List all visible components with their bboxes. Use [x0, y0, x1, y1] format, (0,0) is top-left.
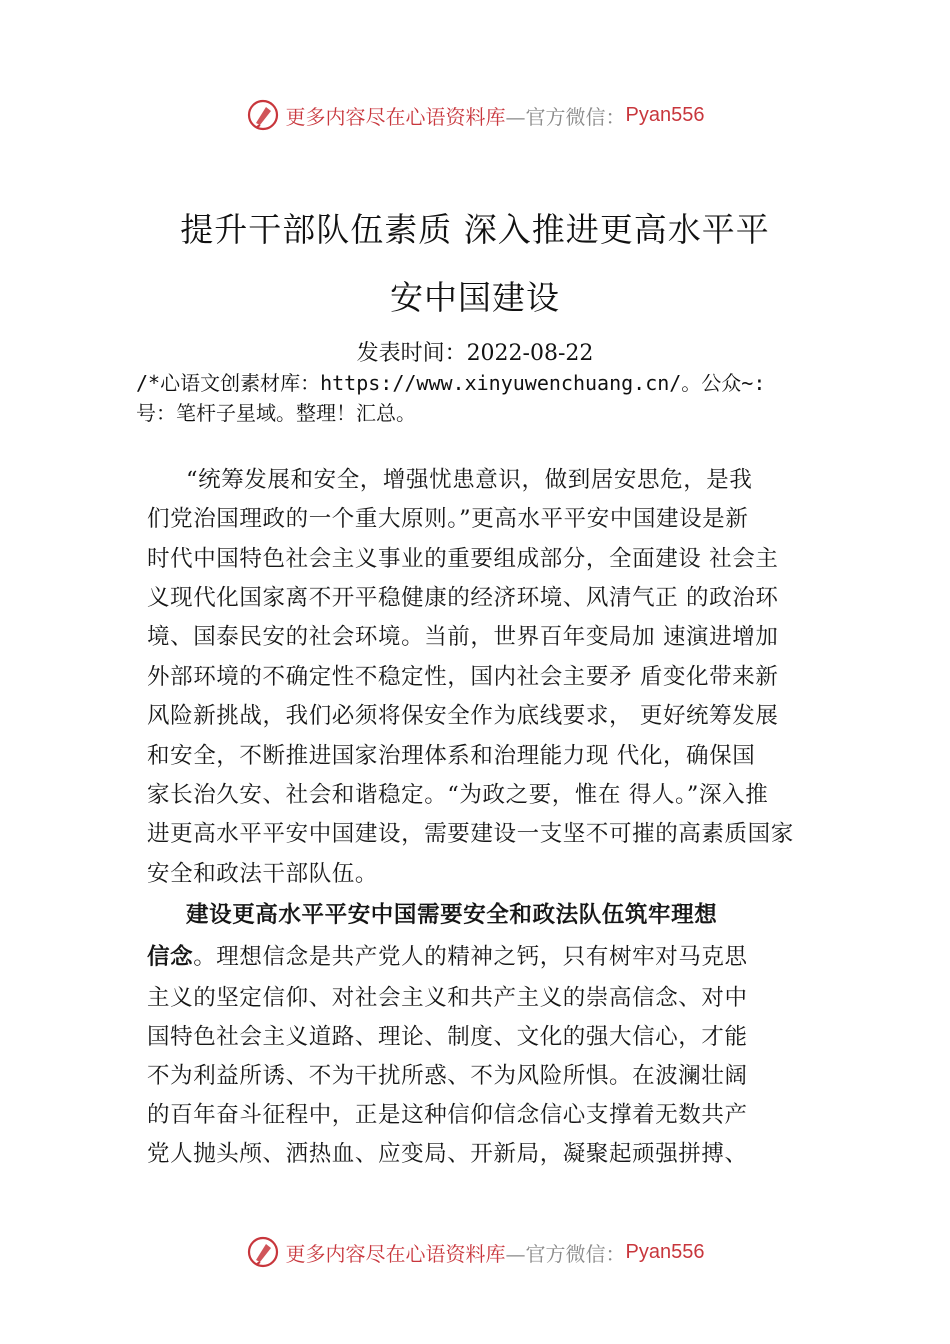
publish-time: 发表时间：2022-08-22: [356, 341, 594, 366]
paragraph-line: 进更高水平平安中国建设，需要建设一支坚不可摧的高素质国家: [147, 821, 794, 847]
source-line-1: /*心语文创素材库：https://www.xinyuwenchuang.cn/。公众~:: [136, 371, 766, 395]
paragraph-line: 安全和政法干部队伍。: [147, 861, 379, 887]
paragraph-line: 主义的坚定信仰、对社会主义和共产主义的崇高信念、对中: [147, 985, 748, 1011]
section-first-line-rest: 。理想信念是共产党人的精神之钙，只有树牢对马克思: [193, 944, 748, 970]
paragraph-line: 的百年奋斗征程中，正是这种信仰信念信心支撑着无数共产: [147, 1102, 748, 1128]
section-first-line: [147, 939, 837, 971]
paragraph-line: 义现代化国家离不开平稳健康的经济环境、风清气正 的政治环: [147, 585, 779, 611]
paragraph-line: 和安全，不断推进国家治理体系和治理能力现 代化，确保国: [147, 743, 756, 769]
paragraph-line: 家长治久安、社会和谐稳定。“为政之要，惟在 得人。”深入推: [147, 782, 769, 808]
paragraph-line: 风险新挑战，我们必须将保安全作为底线要求， 更好统筹发展: [147, 703, 779, 729]
watermark-wechat-id: Pyan556: [625, 103, 705, 126]
pen-nib-circle-icon: [246, 1235, 280, 1269]
watermark-library-text: 更多内容尽在心语资料库: [285, 1241, 506, 1266]
paragraph-line: 不为利益所诱、不为干扰所惑、不为风险所惧。在波澜壮阔: [147, 1063, 748, 1089]
paragraph-line: 时代中国特色社会主义事业的重要组成部分，全面建设 社会主: [147, 546, 779, 572]
watermark-official-text: —官方微信：: [505, 1241, 626, 1266]
article-title-line2: 安中国建设: [390, 278, 560, 317]
paragraph-line: “统筹发展和安全，增强忧患意识，做到居安思危，是我: [186, 467, 753, 493]
pen-nib-circle-icon: [246, 98, 280, 132]
paragraph-line: 党人抛头颅、洒热血、应变局、开新局，凝聚起顽强拼搏、: [147, 1141, 748, 1167]
article-title-line1: 提升干部队伍素质 深入推进更高水平平: [180, 210, 770, 249]
source-line-2: 号：笔杆子星域。整理！汇总。: [136, 401, 416, 425]
section-heading: 建设更高水平平安中国需要安全和政法队伍筑牢理想: [186, 902, 718, 928]
watermark-wechat-id: Pyan556: [625, 1240, 705, 1263]
watermark-official-text: —官方微信：: [505, 104, 626, 129]
paragraph-line: 们党治国理政的一个重大原则。”更高水平平安中国建设是新: [147, 506, 749, 532]
paragraph-line: 境、国泰民安的社会环境。当前，世界百年变局加 速演进增加: [147, 624, 779, 650]
footer-watermark: [0, 1232, 950, 1272]
watermark-library-text: 更多内容尽在心语资料库: [285, 104, 506, 129]
header-watermark: [0, 95, 950, 135]
paragraph-line: 外部环境的不确定性不稳定性，国内社会主要矛 盾变化带来新: [147, 664, 779, 690]
paragraph-line: 国特色社会主义道路、理论、制度、文化的强大信心，才能: [147, 1024, 748, 1050]
section-heading-cont: 信念: [147, 944, 194, 970]
